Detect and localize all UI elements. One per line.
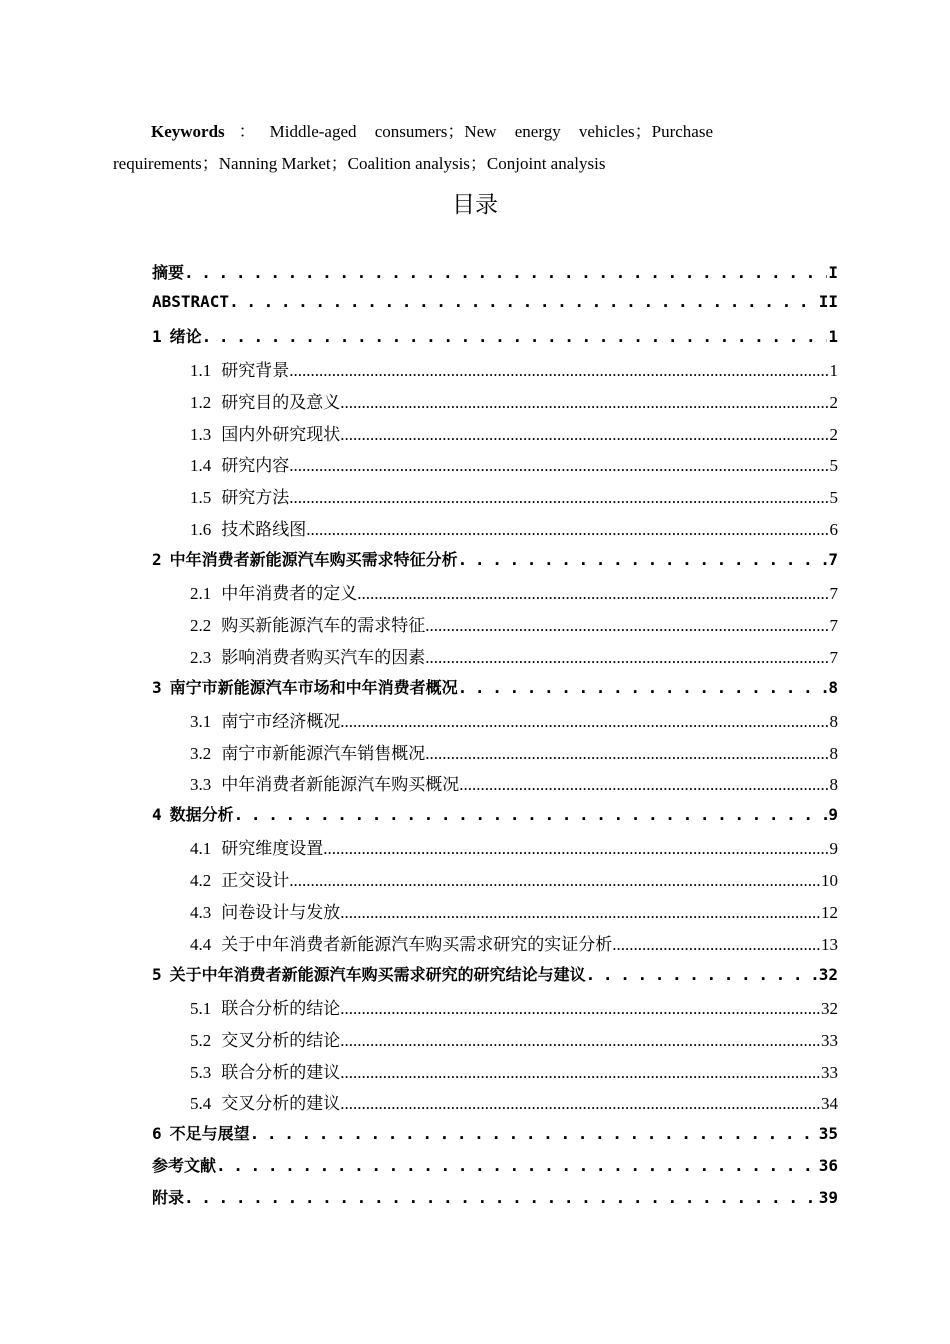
toc-entry[interactable]	[190, 1089, 838, 1115]
toc-entry-page-number: 9	[828, 805, 838, 825]
toc-dot-leader	[357, 584, 828, 604]
toc-title: 目录	[452, 192, 498, 218]
toc-dot-leader	[306, 520, 828, 540]
toc-entry-page-number: 34	[821, 1094, 838, 1114]
toc-entry-number: 3.3	[190, 775, 212, 795]
toc-entry-number: 5.3	[190, 1062, 212, 1082]
toc-entry-title: ABSTRACT	[152, 291, 230, 311]
toc-entry-title: 绪论	[169, 326, 202, 346]
toc-entry[interactable]	[190, 420, 838, 446]
toc-entry-title: 联合分析的建议	[221, 1062, 341, 1082]
toc-entry-title: 研究目的及意义	[221, 392, 341, 412]
toc-entry[interactable]	[190, 930, 838, 956]
toc-entry[interactable]	[152, 260, 838, 286]
toc-dot-leader	[184, 263, 827, 282]
toc-entry[interactable]	[190, 515, 838, 541]
toc-entry-page-number: 7	[829, 584, 838, 603]
toc-entry[interactable]	[152, 962, 838, 988]
toc-entry[interactable]	[190, 451, 838, 477]
toc-entry-page-number: 32	[818, 964, 838, 984]
toc-entry-title: 交叉分析的建议	[221, 1094, 341, 1114]
toc-dot-leader	[216, 1156, 818, 1175]
toc-dot-leader	[425, 744, 828, 764]
toc-entry-title: 购买新能源汽车的需求特征	[221, 615, 426, 635]
toc-dot-leader	[340, 393, 828, 413]
toc-entry-page-number: 39	[818, 1188, 838, 1208]
toc-dot-leader	[323, 839, 828, 859]
toc-entry-page-number: II	[818, 291, 838, 311]
toc-entry-number: 4.2	[190, 871, 212, 891]
toc-entry-title: 研究内容	[221, 456, 290, 476]
toc-entry[interactable]	[152, 675, 838, 701]
keywords-label: Keywords	[151, 122, 225, 141]
toc-entry-number: 2.3	[190, 647, 212, 667]
toc-entry-title: 中年消费者新能源汽车购买需求特征分析	[169, 550, 458, 570]
toc-dot-leader	[612, 935, 820, 955]
toc-entry-title: 关于中年消费者新能源汽车购买需求研究的实证分析	[221, 934, 613, 954]
toc-dot-leader	[459, 775, 828, 795]
toc-entry-number: 1.1	[190, 360, 212, 380]
toc-entry-number: 5.1	[190, 998, 212, 1018]
toc-entry[interactable]	[190, 1058, 838, 1084]
toc-entry-number: 4.3	[190, 903, 212, 922]
toc-entry-number: 4	[152, 805, 162, 825]
toc-entry-page-number: 2	[829, 424, 838, 444]
toc-dot-leader	[289, 456, 828, 476]
toc-entry-title: 研究方法	[221, 488, 290, 508]
toc-entry[interactable]	[190, 834, 838, 860]
toc-entry-number: 1.2	[190, 392, 212, 412]
toc-entry-title: 正交设计	[221, 871, 290, 891]
toc-entry-title: 国内外研究现状	[221, 424, 341, 444]
toc-entry-title: 南宁市新能源汽车市场和中年消费者概况	[169, 677, 458, 697]
keywords-text-1: ：Middle-aged consumers；New energy vehicles；Purchase	[224, 122, 713, 141]
toc-entry-page-number: 8	[829, 711, 838, 731]
toc-entry[interactable]	[152, 547, 838, 573]
toc-entry-title: 问卷设计与发放	[221, 903, 341, 922]
toc-dot-leader	[586, 965, 818, 984]
toc-entry-page-number: 13	[821, 934, 838, 954]
toc-entry-page-number: 33	[821, 1062, 838, 1082]
toc-entry-page-number: 35	[818, 1124, 838, 1144]
toc-entry-title: 影响消费者购买汽车的因素	[221, 647, 426, 667]
toc-entry-page-number: 36	[818, 1156, 838, 1176]
keywords-paragraph	[113, 116, 713, 180]
toc-entry-number: 5	[152, 964, 162, 984]
toc-entry-page-number: 8	[828, 677, 838, 697]
toc-entry-title: 不足与展望	[169, 1124, 250, 1144]
toc-entry[interactable]	[190, 1026, 838, 1052]
toc-entry-page-number: 32	[821, 998, 838, 1018]
toc-dot-leader	[229, 292, 818, 311]
toc-entry-page-number: 8	[829, 775, 838, 795]
toc-entry[interactable]	[152, 324, 838, 350]
toc-entry-title: 附录	[152, 1188, 185, 1208]
toc-entry[interactable]	[152, 1121, 838, 1147]
toc-dot-leader	[184, 1188, 818, 1207]
toc-dot-leader	[458, 678, 828, 697]
toc-entry-title: 研究背景	[221, 360, 290, 380]
toc-entry[interactable]	[152, 292, 838, 318]
toc-entry-number: 6	[152, 1124, 162, 1144]
toc-entry-page-number: I	[828, 263, 838, 282]
toc-entry-page-number: 5	[829, 488, 838, 508]
toc-entry-page-number: 8	[829, 743, 838, 763]
toc-entry[interactable]	[152, 802, 838, 828]
toc-entry-number: 2.1	[190, 584, 212, 603]
toc-entry[interactable]	[152, 1153, 838, 1179]
toc-entry[interactable]	[190, 483, 838, 509]
toc-entry-number: 3	[152, 677, 162, 697]
toc-dot-leader	[425, 648, 828, 668]
toc-entry-title: 中年消费者新能源汽车购买概况	[221, 775, 460, 795]
toc-entry-number: 1.6	[190, 520, 212, 540]
toc-entry-title: 关于中年消费者新能源汽车购买需求研究的研究结论与建议	[169, 964, 586, 984]
toc-entry-page-number: 2	[829, 392, 838, 412]
toc-dot-leader	[289, 488, 828, 508]
toc-entry-page-number: 12	[821, 903, 838, 922]
toc-entry-number: 1.4	[190, 456, 212, 476]
toc-dot-leader	[340, 425, 828, 445]
toc-entry-title: 技术路线图	[221, 520, 307, 540]
toc-entry-title: 交叉分析的结论	[221, 1030, 341, 1050]
toc-entry[interactable]	[190, 770, 838, 796]
toc-entry[interactable]	[190, 739, 838, 765]
toc-dot-leader	[340, 712, 828, 732]
toc-entry-number: 1	[152, 326, 162, 346]
toc-dot-leader	[234, 805, 828, 824]
toc-entry-page-number: 1	[829, 360, 838, 380]
toc-entry[interactable]	[190, 356, 838, 382]
toc-entry[interactable]	[190, 707, 838, 733]
toc-entry[interactable]	[190, 579, 838, 605]
toc-entry-number: 5.4	[190, 1094, 212, 1114]
toc-dot-leader	[202, 327, 828, 346]
toc-entry-title: 南宁市新能源汽车销售概况	[221, 743, 426, 763]
toc-entry-number: 1.3	[190, 424, 212, 444]
toc-dot-leader	[340, 1031, 820, 1051]
toc-dot-leader	[458, 550, 828, 569]
toc-entry-page-number: 7	[829, 647, 838, 667]
toc-entry[interactable]	[190, 898, 838, 924]
toc-entry-title: 数据分析	[169, 805, 234, 825]
keywords-line-2: requirements；Nanning Market；Coalition analysis；Conjoint analysis	[113, 154, 606, 173]
toc-entry-number: 2.2	[190, 615, 212, 635]
toc-dot-leader	[289, 361, 828, 381]
toc-entry-number: 4.1	[190, 839, 212, 859]
toc-entry-page-number: 7	[828, 550, 838, 570]
toc-entry-page-number: 7	[829, 615, 838, 635]
toc-entry-title: 参考文献	[152, 1156, 217, 1176]
toc-dot-leader	[340, 1063, 820, 1083]
toc-entry[interactable]	[190, 866, 838, 892]
toc-entry-page-number: 9	[829, 839, 838, 859]
toc-entry[interactable]	[152, 1185, 838, 1211]
toc-dot-leader	[425, 616, 828, 636]
toc-entry-page-number: 1	[828, 326, 838, 346]
toc-dot-leader	[340, 903, 820, 923]
toc-entry-title: 研究维度设置	[221, 839, 324, 859]
toc-entry-number: 3.1	[190, 711, 212, 731]
toc-entry-number: 5.2	[190, 1030, 212, 1050]
toc-entry-page-number: 5	[829, 456, 838, 476]
toc-entry-page-number: 33	[821, 1030, 838, 1050]
toc-entry-title: 联合分析的结论	[221, 998, 341, 1018]
toc-entry-number: 1.5	[190, 488, 212, 508]
toc-entry-number: 2	[152, 550, 162, 570]
toc-entry-page-number: 10	[821, 871, 838, 891]
toc-dot-leader	[340, 1094, 820, 1114]
toc-entry-title: 中年消费者的定义	[221, 584, 358, 603]
toc-dot-leader	[250, 1124, 818, 1143]
toc-entry-number: 4.4	[190, 934, 212, 954]
toc-entry[interactable]	[190, 611, 838, 637]
toc-entry[interactable]	[190, 994, 838, 1020]
keywords-line-1	[113, 116, 713, 148]
toc-dot-leader	[340, 999, 820, 1019]
toc-entry-page-number: 6	[829, 520, 838, 540]
toc-entry-title: 摘要	[152, 263, 185, 282]
toc-entry-title: 南宁市经济概况	[221, 711, 341, 731]
toc-entry[interactable]	[190, 388, 838, 414]
toc-dot-leader	[289, 871, 820, 891]
toc-entry[interactable]	[190, 643, 838, 669]
toc-entry-number: 3.2	[190, 743, 212, 763]
